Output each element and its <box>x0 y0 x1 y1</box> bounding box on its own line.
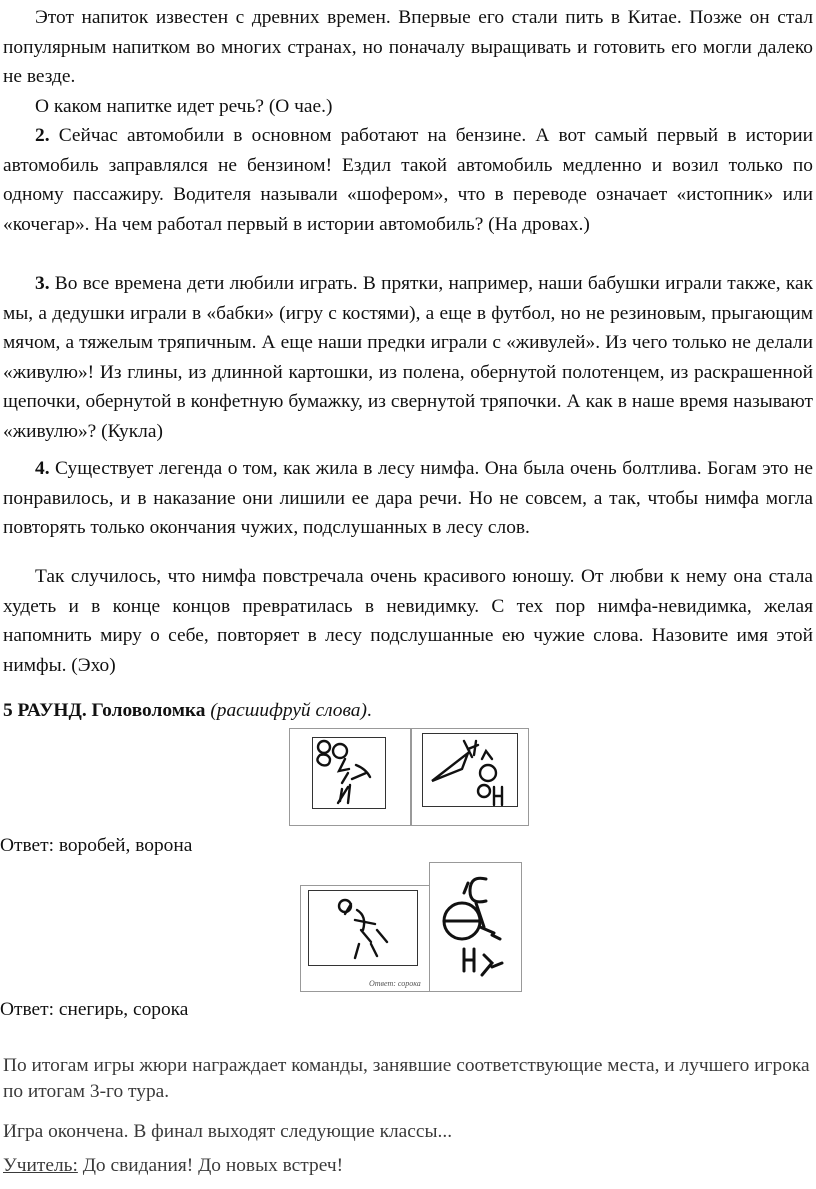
closing-jury: По итогам игры жюри награждает команды, занявшие соответствующие места, и лучшего игрока по итогам 3-го тура. <box>3 1055 810 1102</box>
rebus-vorobey <box>289 728 411 826</box>
paragraph-nymph-text: Существует легенда о том, как жила в лесу нимфа. Она была очень болтлива. Богам это не понравилось, и в наказание они лишили ее дара речи. Но не совсем, а так, чтобы нимфа могла повторять только окончания чужих, подслушанных в лесу слов. <box>3 458 813 539</box>
teacher-text: До свидания! До новых встреч! <box>77 1155 344 1176</box>
question-tea: О каком напитке идет речь? (О чае.) <box>35 96 333 117</box>
teacher-label: Учитель: <box>3 1155 78 1176</box>
paragraph-doll-text: Во все времена дети любили играть. В прятки, например, наши бабушки играли также, как мы, а дедушки играли в «бабки» (игру с костями), а еще в футбол, но не резиновым, прыгающим мячом, а тяжелым тряпичным. А еще наши предки играли с «живулей». Из чего только не делали «живулю»! Из глины, из длинной картошки, из полена, обернутой полотенцем, из раскрашенной щепочки, обернутой в конфетную бумажку, из свернутой тряпочки. А как в наше время называют «живулю»? (Кукла) <box>3 273 813 442</box>
caption-soroka: Ответ: сорока <box>369 979 421 988</box>
round-title-end: . <box>366 700 372 721</box>
paragraph-doll <box>3 269 813 447</box>
answer-2: Ответ: снегирь, сорока <box>0 999 189 1020</box>
paragraph-tea: Этот напиток известен с древних времен. Впервые его стали пить в Китае. Позже он стал популярным напитком во многих странах, но поначалу выращивать и готовить его могли далеко не везде. <box>3 7 813 88</box>
paragraph-car-text: Сейчас автомобили в основном работают на бензине. А вот самый первый в истории автомобиль заправлялся не бензином! Ездил такой автомобиль медленно и возил только по одному пассажиру. Водителя называли «шофером», что в переводе означает «истопник» или «кочегар». На чем работал первый в истории автомобиль? (На дровах.) <box>3 125 813 235</box>
round-title <box>3 697 372 725</box>
item-number-4: 4. <box>35 458 50 479</box>
closing-teacher <box>3 1153 813 1179</box>
rebus-snegir <box>300 885 431 992</box>
rebus-vorobey-image <box>290 729 410 825</box>
rebus-soroka-image <box>430 863 521 991</box>
rebus-snegir-image <box>301 886 430 991</box>
closing-game-over: Игра окончена. В финал выходят следующие классы... <box>3 1121 453 1142</box>
round-title-italic: (расшифруй слова) <box>205 700 367 721</box>
round-title-bold: 5 РАУНД. Головоломка <box>3 700 206 721</box>
answer-1: Ответ: воробей, ворона <box>0 835 193 856</box>
rebus-vorona-image <box>412 729 528 825</box>
item-number-3: 3. <box>35 273 50 294</box>
rebus-soroka <box>429 862 522 992</box>
item-number-2: 2. <box>35 125 50 146</box>
rebus-vorona <box>411 728 529 826</box>
paragraph-car <box>3 121 813 239</box>
paragraph-nymph <box>3 454 813 543</box>
paragraph-echo: Так случилось, что нимфа повстречала очень красивого юношу. От любви к нему она стала худеть и в конце концов превратилась в невидимку. С тех пор нимфа-невидимка, желая напомнить миру о себе, повторяет в лесу подслушанные ею чужие слова. Назовите имя этой нимфы. (Эхо) <box>3 566 813 676</box>
